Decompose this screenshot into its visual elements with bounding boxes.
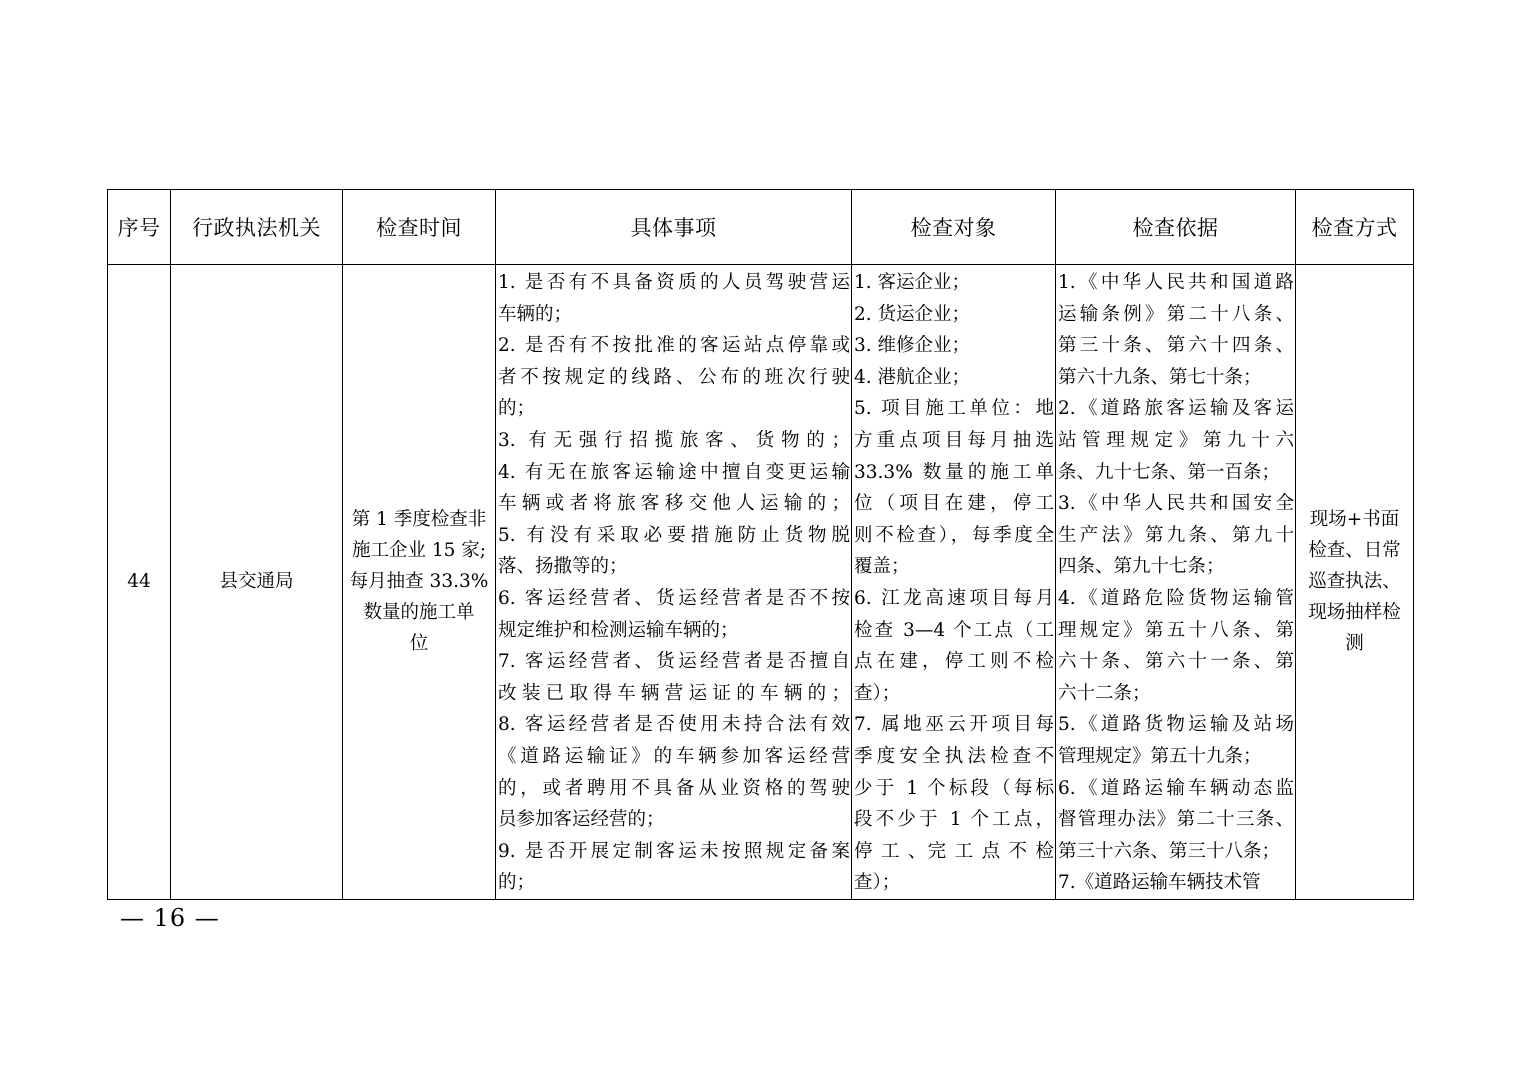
cell-line: 现场+书面 xyxy=(1309,509,1400,531)
cell-line: 的； xyxy=(498,872,536,894)
cell-line: 季度安全执法检查不 xyxy=(854,745,1054,767)
cell-line: 落、扬撒等的； xyxy=(498,556,628,578)
header-items: 具体事项 xyxy=(496,190,852,265)
basis-lines xyxy=(1056,265,1295,899)
table-row xyxy=(108,265,1414,900)
cell-line: 生产法》第九条、第九十 xyxy=(1058,524,1294,546)
cell-line: 四条、第九十七条； xyxy=(1058,556,1225,578)
cell-line: 条、九十七条、第一百条； xyxy=(1058,461,1281,483)
cell-line: 1. 客运企业； xyxy=(854,272,971,293)
cell-line: 少于 1 个标段（每标 xyxy=(854,777,1054,799)
cell-line: 测 xyxy=(1345,633,1364,655)
cell-line: 改装已取得车辆营运证的车辆的； xyxy=(498,682,850,704)
cell-line: 5.《道路货物运输及站场 xyxy=(1058,714,1294,736)
cell-line: 1. 是否有不具备资质的人员驾驶营运 xyxy=(498,272,850,293)
cell-line: 理规定》第五十八条、第 xyxy=(1058,619,1294,641)
cell-line: 查）； xyxy=(854,872,901,894)
header-row xyxy=(108,190,1414,265)
cell-line: 6. 江龙高速项目每月 xyxy=(854,587,1054,609)
cell-line: 第六十九条、第七十条； xyxy=(1058,366,1262,388)
cell-method xyxy=(1296,265,1414,900)
cell-line: 规定维护和检测运输车辆的； xyxy=(498,619,739,641)
cell-line: 站管理规定》第九十六 xyxy=(1058,429,1294,451)
cell-line: 六十条、第六十一条、第 xyxy=(1058,651,1294,673)
cell-line: 8. 客运经营者是否使用未持合法有效 xyxy=(498,714,850,736)
cell-line: 检查 3—4 个工点（工 xyxy=(854,619,1054,641)
cell-line: 2. 是否有不按批准的客运站点停靠或 xyxy=(498,335,850,357)
items-lines xyxy=(496,265,851,899)
cell-line: 7.《道路运输车辆技术管 xyxy=(1058,872,1261,894)
cell-line: 施工企业 15 家; xyxy=(351,540,487,562)
cell-line: 方重点项目每月抽选 xyxy=(854,429,1054,451)
cell-line: 查）； xyxy=(854,682,901,704)
time-lines xyxy=(343,504,495,659)
cell-line: 《道路运输证》的车辆参加客运经营 xyxy=(498,745,850,767)
cell-line: 7. 属地巫云开项目每 xyxy=(854,714,1054,736)
cell-line: 5. 项目施工单位：地 xyxy=(854,398,1054,420)
cell-line: 第 1 季度检查非 xyxy=(351,509,487,531)
cell-line: 2.《道路旅客运输及客运 xyxy=(1058,398,1294,420)
cell-line: 7. 客运经营者、货运经营者是否擅自 xyxy=(498,651,850,673)
header-seq: 序号 xyxy=(108,190,171,265)
cell-line: 运输条例》第二十八条、 xyxy=(1058,303,1294,325)
cell-line: 4. 港航企业； xyxy=(854,366,971,388)
cell-agency: 县交通局 xyxy=(171,265,343,900)
cell-line: 督管理办法》第二十三条、 xyxy=(1058,809,1294,831)
cell-line: 车辆的； xyxy=(498,303,573,325)
cell-line: 6.《道路运输车辆动态监 xyxy=(1058,777,1294,799)
header-agency: 行政执法机关 xyxy=(171,190,343,265)
header-method: 检查方式 xyxy=(1296,190,1414,265)
cell-line: 4. 有无在旅客运输途中擅自变更运输 xyxy=(498,461,850,483)
cell-line: 现场抽样检 xyxy=(1308,602,1401,624)
targets-lines xyxy=(852,265,1055,899)
cell-line: 每月抽查 33.3% xyxy=(349,571,489,593)
cell-targets xyxy=(852,265,1056,900)
cell-line: 者不按规定的线路、公布的班次行驶 xyxy=(498,366,850,388)
cell-line: 33.3% 数量的施工单 xyxy=(854,461,1054,483)
cell-line: 巡查执法、 xyxy=(1308,571,1401,593)
cell-line: 停 工 、完 工 点 不 检 xyxy=(854,840,1054,862)
header-targets: 检查对象 xyxy=(852,190,1056,265)
cell-line: 六十二条； xyxy=(1058,682,1151,704)
page-number: — 16 — xyxy=(120,904,220,932)
cell-line: 车辆或者将旅客移交他人运输的； xyxy=(498,493,850,515)
cell-items xyxy=(496,265,852,900)
cell-line: 第三十六条、第三十八条； xyxy=(1058,840,1281,862)
header-basis: 检查依据 xyxy=(1056,190,1296,265)
cell-line: 的； xyxy=(498,398,536,420)
cell-line: 1.《中华人民共和国道路 xyxy=(1058,272,1294,293)
cell-line: 位（项目在建，停工 xyxy=(854,493,1054,515)
cell-line: 管理规定》第五十九条； xyxy=(1058,745,1262,767)
cell-line: 5. 有没有采取必要措施防止货物脱 xyxy=(498,524,850,546)
cell-line: 3.《中华人民共和国安全 xyxy=(1058,493,1294,515)
method-lines xyxy=(1296,504,1413,659)
cell-basis xyxy=(1056,265,1296,900)
cell-line: 3. 有无强行招揽旅客、货物的； xyxy=(498,429,850,451)
cell-line: 检查、日常 xyxy=(1308,540,1401,562)
cell-line: 数量的施工单 xyxy=(363,602,475,624)
header-time: 检查时间 xyxy=(343,190,496,265)
cell-line: 第三十条、第六十四条、 xyxy=(1058,335,1294,357)
cell-line: 位 xyxy=(409,633,429,655)
cell-line: 点在建，停工则不检 xyxy=(854,651,1054,673)
cell-line: 4.《道路危险货物运输管 xyxy=(1058,587,1294,609)
cell-line: 覆盖； xyxy=(854,556,910,578)
cell-line: 员参加客运经营的； xyxy=(498,809,665,831)
cell-line: 的，或者聘用不具备从业资格的驾驶 xyxy=(498,777,850,799)
cell-time xyxy=(343,265,496,900)
cell-seq: 44 xyxy=(108,265,171,900)
cell-line: 则不检查），每季度全 xyxy=(854,524,1054,546)
cell-line: 9. 是否开展定制客运未按照规定备案 xyxy=(498,840,850,862)
cell-line: 3. 维修企业； xyxy=(854,335,971,357)
inspection-table xyxy=(107,189,1414,900)
cell-line: 段不少于 1 个工点， xyxy=(854,809,1054,831)
cell-line: 6. 客运经营者、货运经营者是否不按 xyxy=(498,587,850,609)
cell-line: 2. 货运企业； xyxy=(854,303,971,325)
